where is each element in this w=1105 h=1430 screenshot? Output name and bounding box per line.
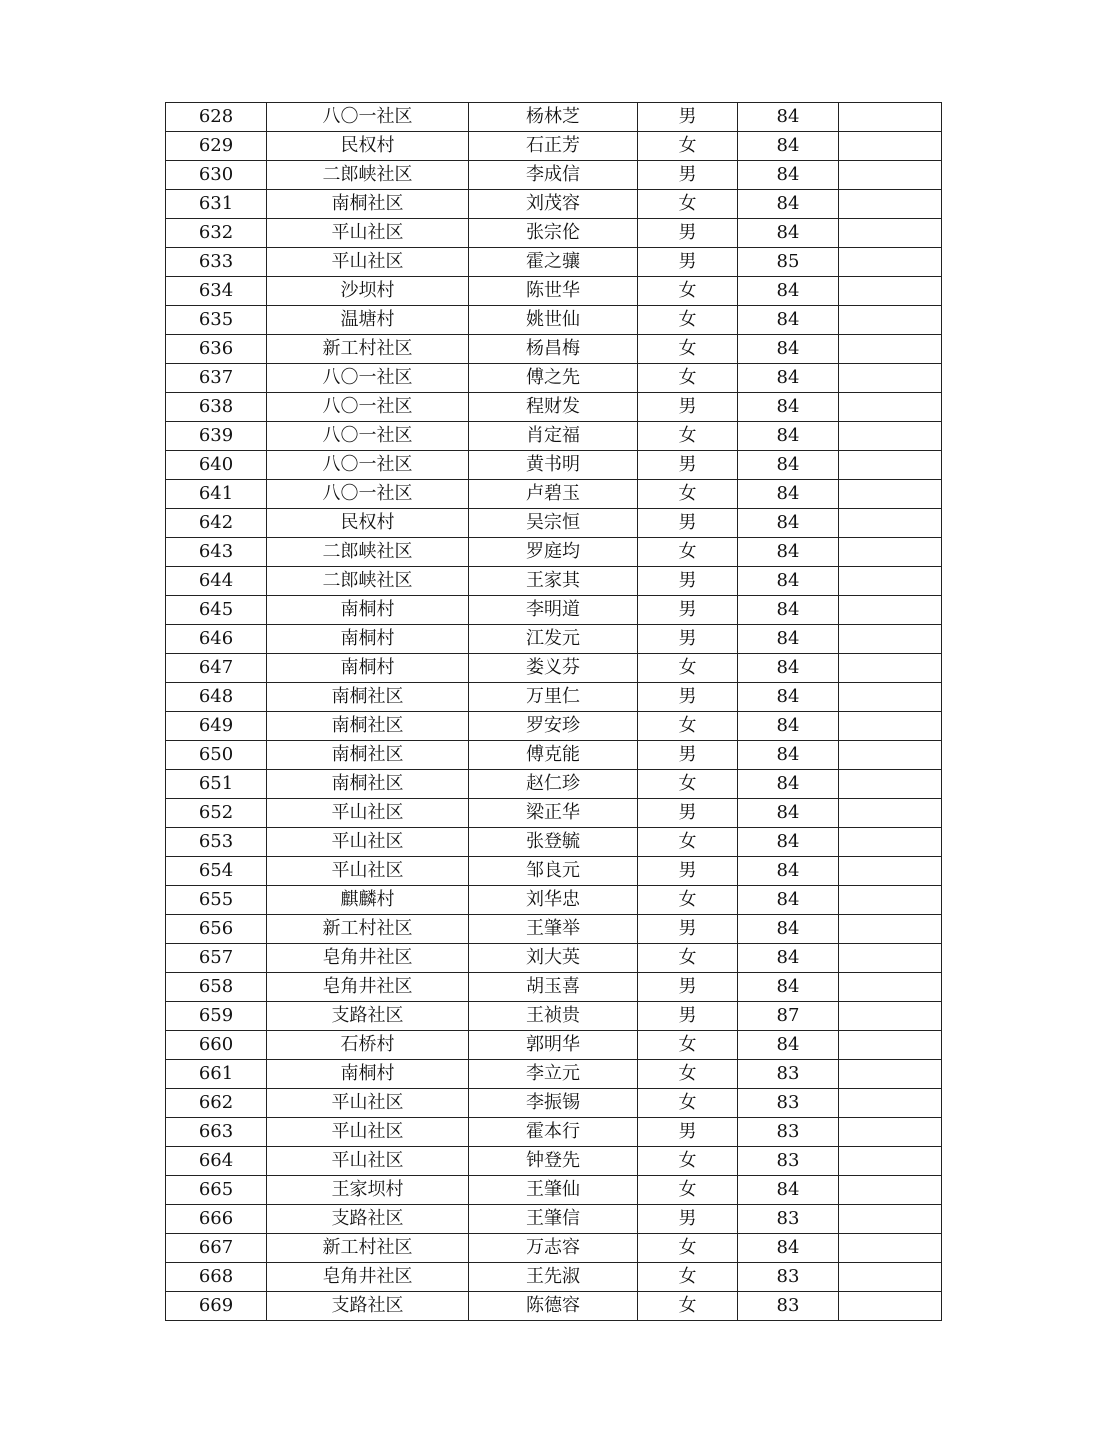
age-cell: 84: [738, 1234, 839, 1263]
name-cell: 陈世华: [469, 277, 638, 306]
note-cell: [839, 625, 942, 654]
community-cell: 南桐村: [267, 1060, 469, 1089]
age-cell: 84: [738, 451, 839, 480]
gender-cell: 女: [638, 654, 738, 683]
community-cell: 南桐社区: [267, 741, 469, 770]
table-row: [166, 1147, 942, 1176]
note-cell: [839, 132, 942, 161]
table-row: [166, 567, 942, 596]
age-cell: 87: [738, 1002, 839, 1031]
row-number-cell: 652: [166, 799, 267, 828]
age-cell: 84: [738, 857, 839, 886]
community-cell: 民权村: [267, 509, 469, 538]
row-number-cell: 644: [166, 567, 267, 596]
table-row: [166, 1234, 942, 1263]
age-cell: 84: [738, 161, 839, 190]
note-cell: [839, 828, 942, 857]
community-cell: 南桐社区: [267, 712, 469, 741]
name-cell: 陈德容: [469, 1292, 638, 1321]
row-number-cell: 631: [166, 190, 267, 219]
note-cell: [839, 1031, 942, 1060]
gender-cell: 女: [638, 1089, 738, 1118]
note-cell: [839, 393, 942, 422]
name-cell: 郭明华: [469, 1031, 638, 1060]
table-row: [166, 335, 942, 364]
row-number-cell: 629: [166, 132, 267, 161]
age-cell: 84: [738, 973, 839, 1002]
name-cell: 李成信: [469, 161, 638, 190]
age-cell: 84: [738, 538, 839, 567]
note-cell: [839, 799, 942, 828]
note-cell: [839, 190, 942, 219]
age-cell: 83: [738, 1205, 839, 1234]
table-row: [166, 886, 942, 915]
community-cell: 南桐村: [267, 625, 469, 654]
age-cell: 84: [738, 335, 839, 364]
name-cell: 黄书明: [469, 451, 638, 480]
gender-cell: 女: [638, 132, 738, 161]
age-cell: 84: [738, 480, 839, 509]
table-row: [166, 219, 942, 248]
gender-cell: 女: [638, 1031, 738, 1060]
row-number-cell: 639: [166, 422, 267, 451]
name-cell: 王肇仙: [469, 1176, 638, 1205]
row-number-cell: 628: [166, 103, 267, 132]
row-number-cell: 641: [166, 480, 267, 509]
age-cell: 84: [738, 712, 839, 741]
row-number-cell: 645: [166, 596, 267, 625]
note-cell: [839, 567, 942, 596]
row-number-cell: 665: [166, 1176, 267, 1205]
note-cell: [839, 915, 942, 944]
row-number-cell: 636: [166, 335, 267, 364]
age-cell: 84: [738, 422, 839, 451]
gender-cell: 男: [638, 161, 738, 190]
row-number-cell: 647: [166, 654, 267, 683]
table-row: [166, 103, 942, 132]
community-cell: 支路社区: [267, 1205, 469, 1234]
name-cell: 万志容: [469, 1234, 638, 1263]
row-number-cell: 669: [166, 1292, 267, 1321]
roster-table: [165, 102, 942, 1321]
table-row: [166, 1002, 942, 1031]
row-number-cell: 662: [166, 1089, 267, 1118]
community-cell: 八〇一社区: [267, 480, 469, 509]
age-cell: 84: [738, 393, 839, 422]
community-cell: 新工村社区: [267, 335, 469, 364]
community-cell: 平山社区: [267, 799, 469, 828]
community-cell: 八〇一社区: [267, 422, 469, 451]
name-cell: 霍之骧: [469, 248, 638, 277]
row-number-cell: 642: [166, 509, 267, 538]
row-number-cell: 651: [166, 770, 267, 799]
note-cell: [839, 364, 942, 393]
name-cell: 王先淑: [469, 1263, 638, 1292]
table-row: [166, 828, 942, 857]
community-cell: 皂角井社区: [267, 1263, 469, 1292]
row-number-cell: 667: [166, 1234, 267, 1263]
name-cell: 钟登先: [469, 1147, 638, 1176]
gender-cell: 男: [638, 973, 738, 1002]
table-row: [166, 625, 942, 654]
gender-cell: 男: [638, 741, 738, 770]
table-row: [166, 973, 942, 1002]
note-cell: [839, 1118, 942, 1147]
gender-cell: 男: [638, 683, 738, 712]
age-cell: 85: [738, 248, 839, 277]
name-cell: 梁正华: [469, 799, 638, 828]
roster-table-body: [166, 103, 942, 1321]
name-cell: 李明道: [469, 596, 638, 625]
row-number-cell: 637: [166, 364, 267, 393]
gender-cell: 女: [638, 190, 738, 219]
age-cell: 83: [738, 1147, 839, 1176]
age-cell: 84: [738, 509, 839, 538]
age-cell: 83: [738, 1118, 839, 1147]
gender-cell: 女: [638, 1234, 738, 1263]
note-cell: [839, 277, 942, 306]
age-cell: 84: [738, 944, 839, 973]
community-cell: 八〇一社区: [267, 103, 469, 132]
table-row: [166, 277, 942, 306]
age-cell: 84: [738, 828, 839, 857]
table-row: [166, 1205, 942, 1234]
name-cell: 刘大英: [469, 944, 638, 973]
name-cell: 王肇信: [469, 1205, 638, 1234]
gender-cell: 男: [638, 857, 738, 886]
name-cell: 李振锡: [469, 1089, 638, 1118]
note-cell: [839, 1147, 942, 1176]
name-cell: 罗安珍: [469, 712, 638, 741]
name-cell: 杨林芝: [469, 103, 638, 132]
table-row: [166, 596, 942, 625]
gender-cell: 女: [638, 480, 738, 509]
age-cell: 84: [738, 219, 839, 248]
community-cell: 新工村社区: [267, 915, 469, 944]
row-number-cell: 660: [166, 1031, 267, 1060]
community-cell: 二郎峡社区: [267, 161, 469, 190]
note-cell: [839, 451, 942, 480]
community-cell: 南桐社区: [267, 190, 469, 219]
community-cell: 八〇一社区: [267, 393, 469, 422]
community-cell: 南桐社区: [267, 770, 469, 799]
gender-cell: 女: [638, 364, 738, 393]
table-row: [166, 915, 942, 944]
gender-cell: 女: [638, 1263, 738, 1292]
age-cell: 84: [738, 567, 839, 596]
row-number-cell: 650: [166, 741, 267, 770]
note-cell: [839, 596, 942, 625]
row-number-cell: 658: [166, 973, 267, 1002]
table-row: [166, 1118, 942, 1147]
age-cell: 83: [738, 1263, 839, 1292]
name-cell: 赵仁珍: [469, 770, 638, 799]
table-row: [166, 538, 942, 567]
table-row: [166, 306, 942, 335]
name-cell: 王肇举: [469, 915, 638, 944]
community-cell: 南桐村: [267, 596, 469, 625]
gender-cell: 女: [638, 277, 738, 306]
community-cell: 皂角井社区: [267, 973, 469, 1002]
table-row: [166, 741, 942, 770]
age-cell: 84: [738, 132, 839, 161]
name-cell: 卢碧玉: [469, 480, 638, 509]
gender-cell: 女: [638, 1176, 738, 1205]
gender-cell: 男: [638, 248, 738, 277]
note-cell: [839, 1176, 942, 1205]
row-number-cell: 668: [166, 1263, 267, 1292]
note-cell: [839, 1263, 942, 1292]
gender-cell: 男: [638, 509, 738, 538]
table-row: [166, 422, 942, 451]
community-cell: 王家坝村: [267, 1176, 469, 1205]
gender-cell: 男: [638, 1002, 738, 1031]
gender-cell: 男: [638, 451, 738, 480]
row-number-cell: 632: [166, 219, 267, 248]
age-cell: 83: [738, 1089, 839, 1118]
table-row: [166, 683, 942, 712]
note-cell: [839, 973, 942, 1002]
community-cell: 平山社区: [267, 857, 469, 886]
gender-cell: 女: [638, 944, 738, 973]
gender-cell: 女: [638, 335, 738, 364]
name-cell: 胡玉喜: [469, 973, 638, 1002]
community-cell: 沙坝村: [267, 277, 469, 306]
note-cell: [839, 306, 942, 335]
row-number-cell: 653: [166, 828, 267, 857]
age-cell: 84: [738, 915, 839, 944]
note-cell: [839, 1205, 942, 1234]
note-cell: [839, 857, 942, 886]
gender-cell: 女: [638, 828, 738, 857]
row-number-cell: 633: [166, 248, 267, 277]
community-cell: 南桐村: [267, 654, 469, 683]
name-cell: 刘华忠: [469, 886, 638, 915]
table-row: [166, 857, 942, 886]
gender-cell: 男: [638, 625, 738, 654]
name-cell: 霍本行: [469, 1118, 638, 1147]
age-cell: 84: [738, 277, 839, 306]
table-row: [166, 161, 942, 190]
age-cell: 84: [738, 103, 839, 132]
table-row: [166, 712, 942, 741]
gender-cell: 女: [638, 1292, 738, 1321]
community-cell: 二郎峡社区: [267, 567, 469, 596]
row-number-cell: 666: [166, 1205, 267, 1234]
gender-cell: 女: [638, 1060, 738, 1089]
age-cell: 84: [738, 625, 839, 654]
community-cell: 民权村: [267, 132, 469, 161]
table-row: [166, 1089, 942, 1118]
note-cell: [839, 538, 942, 567]
community-cell: 麒麟村: [267, 886, 469, 915]
note-cell: [839, 480, 942, 509]
note-cell: [839, 509, 942, 538]
table-row: [166, 1176, 942, 1205]
age-cell: 84: [738, 1031, 839, 1060]
name-cell: 傅之先: [469, 364, 638, 393]
gender-cell: 女: [638, 306, 738, 335]
name-cell: 石正芳: [469, 132, 638, 161]
note-cell: [839, 1089, 942, 1118]
name-cell: 王祯贵: [469, 1002, 638, 1031]
note-cell: [839, 422, 942, 451]
gender-cell: 女: [638, 422, 738, 451]
community-cell: 平山社区: [267, 1118, 469, 1147]
community-cell: 二郎峡社区: [267, 538, 469, 567]
gender-cell: 男: [638, 596, 738, 625]
age-cell: 84: [738, 654, 839, 683]
gender-cell: 男: [638, 103, 738, 132]
age-cell: 83: [738, 1060, 839, 1089]
gender-cell: 女: [638, 886, 738, 915]
community-cell: 平山社区: [267, 219, 469, 248]
row-number-cell: 657: [166, 944, 267, 973]
age-cell: 84: [738, 683, 839, 712]
community-cell: 新工村社区: [267, 1234, 469, 1263]
table-row: [166, 248, 942, 277]
community-cell: 南桐社区: [267, 683, 469, 712]
age-cell: 84: [738, 1176, 839, 1205]
gender-cell: 男: [638, 799, 738, 828]
row-number-cell: 664: [166, 1147, 267, 1176]
note-cell: [839, 1292, 942, 1321]
age-cell: 84: [738, 799, 839, 828]
name-cell: 张登毓: [469, 828, 638, 857]
name-cell: 吴宗恒: [469, 509, 638, 538]
note-cell: [839, 654, 942, 683]
table-row: [166, 190, 942, 219]
gender-cell: 男: [638, 393, 738, 422]
note-cell: [839, 741, 942, 770]
community-cell: 皂角井社区: [267, 944, 469, 973]
community-cell: 平山社区: [267, 1089, 469, 1118]
age-cell: 84: [738, 741, 839, 770]
row-number-cell: 643: [166, 538, 267, 567]
age-cell: 83: [738, 1292, 839, 1321]
row-number-cell: 654: [166, 857, 267, 886]
name-cell: 娄义芬: [469, 654, 638, 683]
community-cell: 石桥村: [267, 1031, 469, 1060]
name-cell: 邹良元: [469, 857, 638, 886]
table-row: [166, 1031, 942, 1060]
community-cell: 支路社区: [267, 1002, 469, 1031]
row-number-cell: 638: [166, 393, 267, 422]
note-cell: [839, 161, 942, 190]
table-row: [166, 364, 942, 393]
gender-cell: 女: [638, 712, 738, 741]
table-row: [166, 393, 942, 422]
table-row: [166, 944, 942, 973]
name-cell: 江发元: [469, 625, 638, 654]
table-row: [166, 509, 942, 538]
table-row: [166, 770, 942, 799]
age-cell: 84: [738, 596, 839, 625]
table-row: [166, 1263, 942, 1292]
community-cell: 平山社区: [267, 248, 469, 277]
community-cell: 温塘村: [267, 306, 469, 335]
row-number-cell: 659: [166, 1002, 267, 1031]
row-number-cell: 646: [166, 625, 267, 654]
note-cell: [839, 103, 942, 132]
note-cell: [839, 683, 942, 712]
gender-cell: 女: [638, 1147, 738, 1176]
note-cell: [839, 1234, 942, 1263]
row-number-cell: 655: [166, 886, 267, 915]
age-cell: 84: [738, 306, 839, 335]
gender-cell: 男: [638, 1118, 738, 1147]
row-number-cell: 661: [166, 1060, 267, 1089]
name-cell: 李立元: [469, 1060, 638, 1089]
note-cell: [839, 944, 942, 973]
row-number-cell: 663: [166, 1118, 267, 1147]
table-row: [166, 799, 942, 828]
community-cell: 八〇一社区: [267, 451, 469, 480]
gender-cell: 男: [638, 1205, 738, 1234]
gender-cell: 男: [638, 219, 738, 248]
row-number-cell: 656: [166, 915, 267, 944]
name-cell: 傅克能: [469, 741, 638, 770]
note-cell: [839, 1002, 942, 1031]
community-cell: 平山社区: [267, 1147, 469, 1176]
table-row: [166, 451, 942, 480]
table-row: [166, 654, 942, 683]
community-cell: 支路社区: [267, 1292, 469, 1321]
note-cell: [839, 335, 942, 364]
note-cell: [839, 770, 942, 799]
age-cell: 84: [738, 886, 839, 915]
row-number-cell: 648: [166, 683, 267, 712]
note-cell: [839, 248, 942, 277]
age-cell: 84: [738, 770, 839, 799]
row-number-cell: 634: [166, 277, 267, 306]
note-cell: [839, 712, 942, 741]
table-row: [166, 1060, 942, 1089]
name-cell: 姚世仙: [469, 306, 638, 335]
name-cell: 肖定福: [469, 422, 638, 451]
table-row: [166, 1292, 942, 1321]
name-cell: 张宗伦: [469, 219, 638, 248]
name-cell: 杨昌梅: [469, 335, 638, 364]
row-number-cell: 635: [166, 306, 267, 335]
age-cell: 84: [738, 190, 839, 219]
gender-cell: 女: [638, 770, 738, 799]
age-cell: 84: [738, 364, 839, 393]
note-cell: [839, 219, 942, 248]
row-number-cell: 630: [166, 161, 267, 190]
name-cell: 刘茂容: [469, 190, 638, 219]
name-cell: 程财发: [469, 393, 638, 422]
name-cell: 罗庭均: [469, 538, 638, 567]
table-row: [166, 480, 942, 509]
gender-cell: 男: [638, 567, 738, 596]
name-cell: 王家其: [469, 567, 638, 596]
note-cell: [839, 1060, 942, 1089]
note-cell: [839, 886, 942, 915]
table-row: [166, 132, 942, 161]
row-number-cell: 649: [166, 712, 267, 741]
gender-cell: 男: [638, 915, 738, 944]
community-cell: 平山社区: [267, 828, 469, 857]
gender-cell: 女: [638, 538, 738, 567]
row-number-cell: 640: [166, 451, 267, 480]
name-cell: 万里仁: [469, 683, 638, 712]
community-cell: 八〇一社区: [267, 364, 469, 393]
